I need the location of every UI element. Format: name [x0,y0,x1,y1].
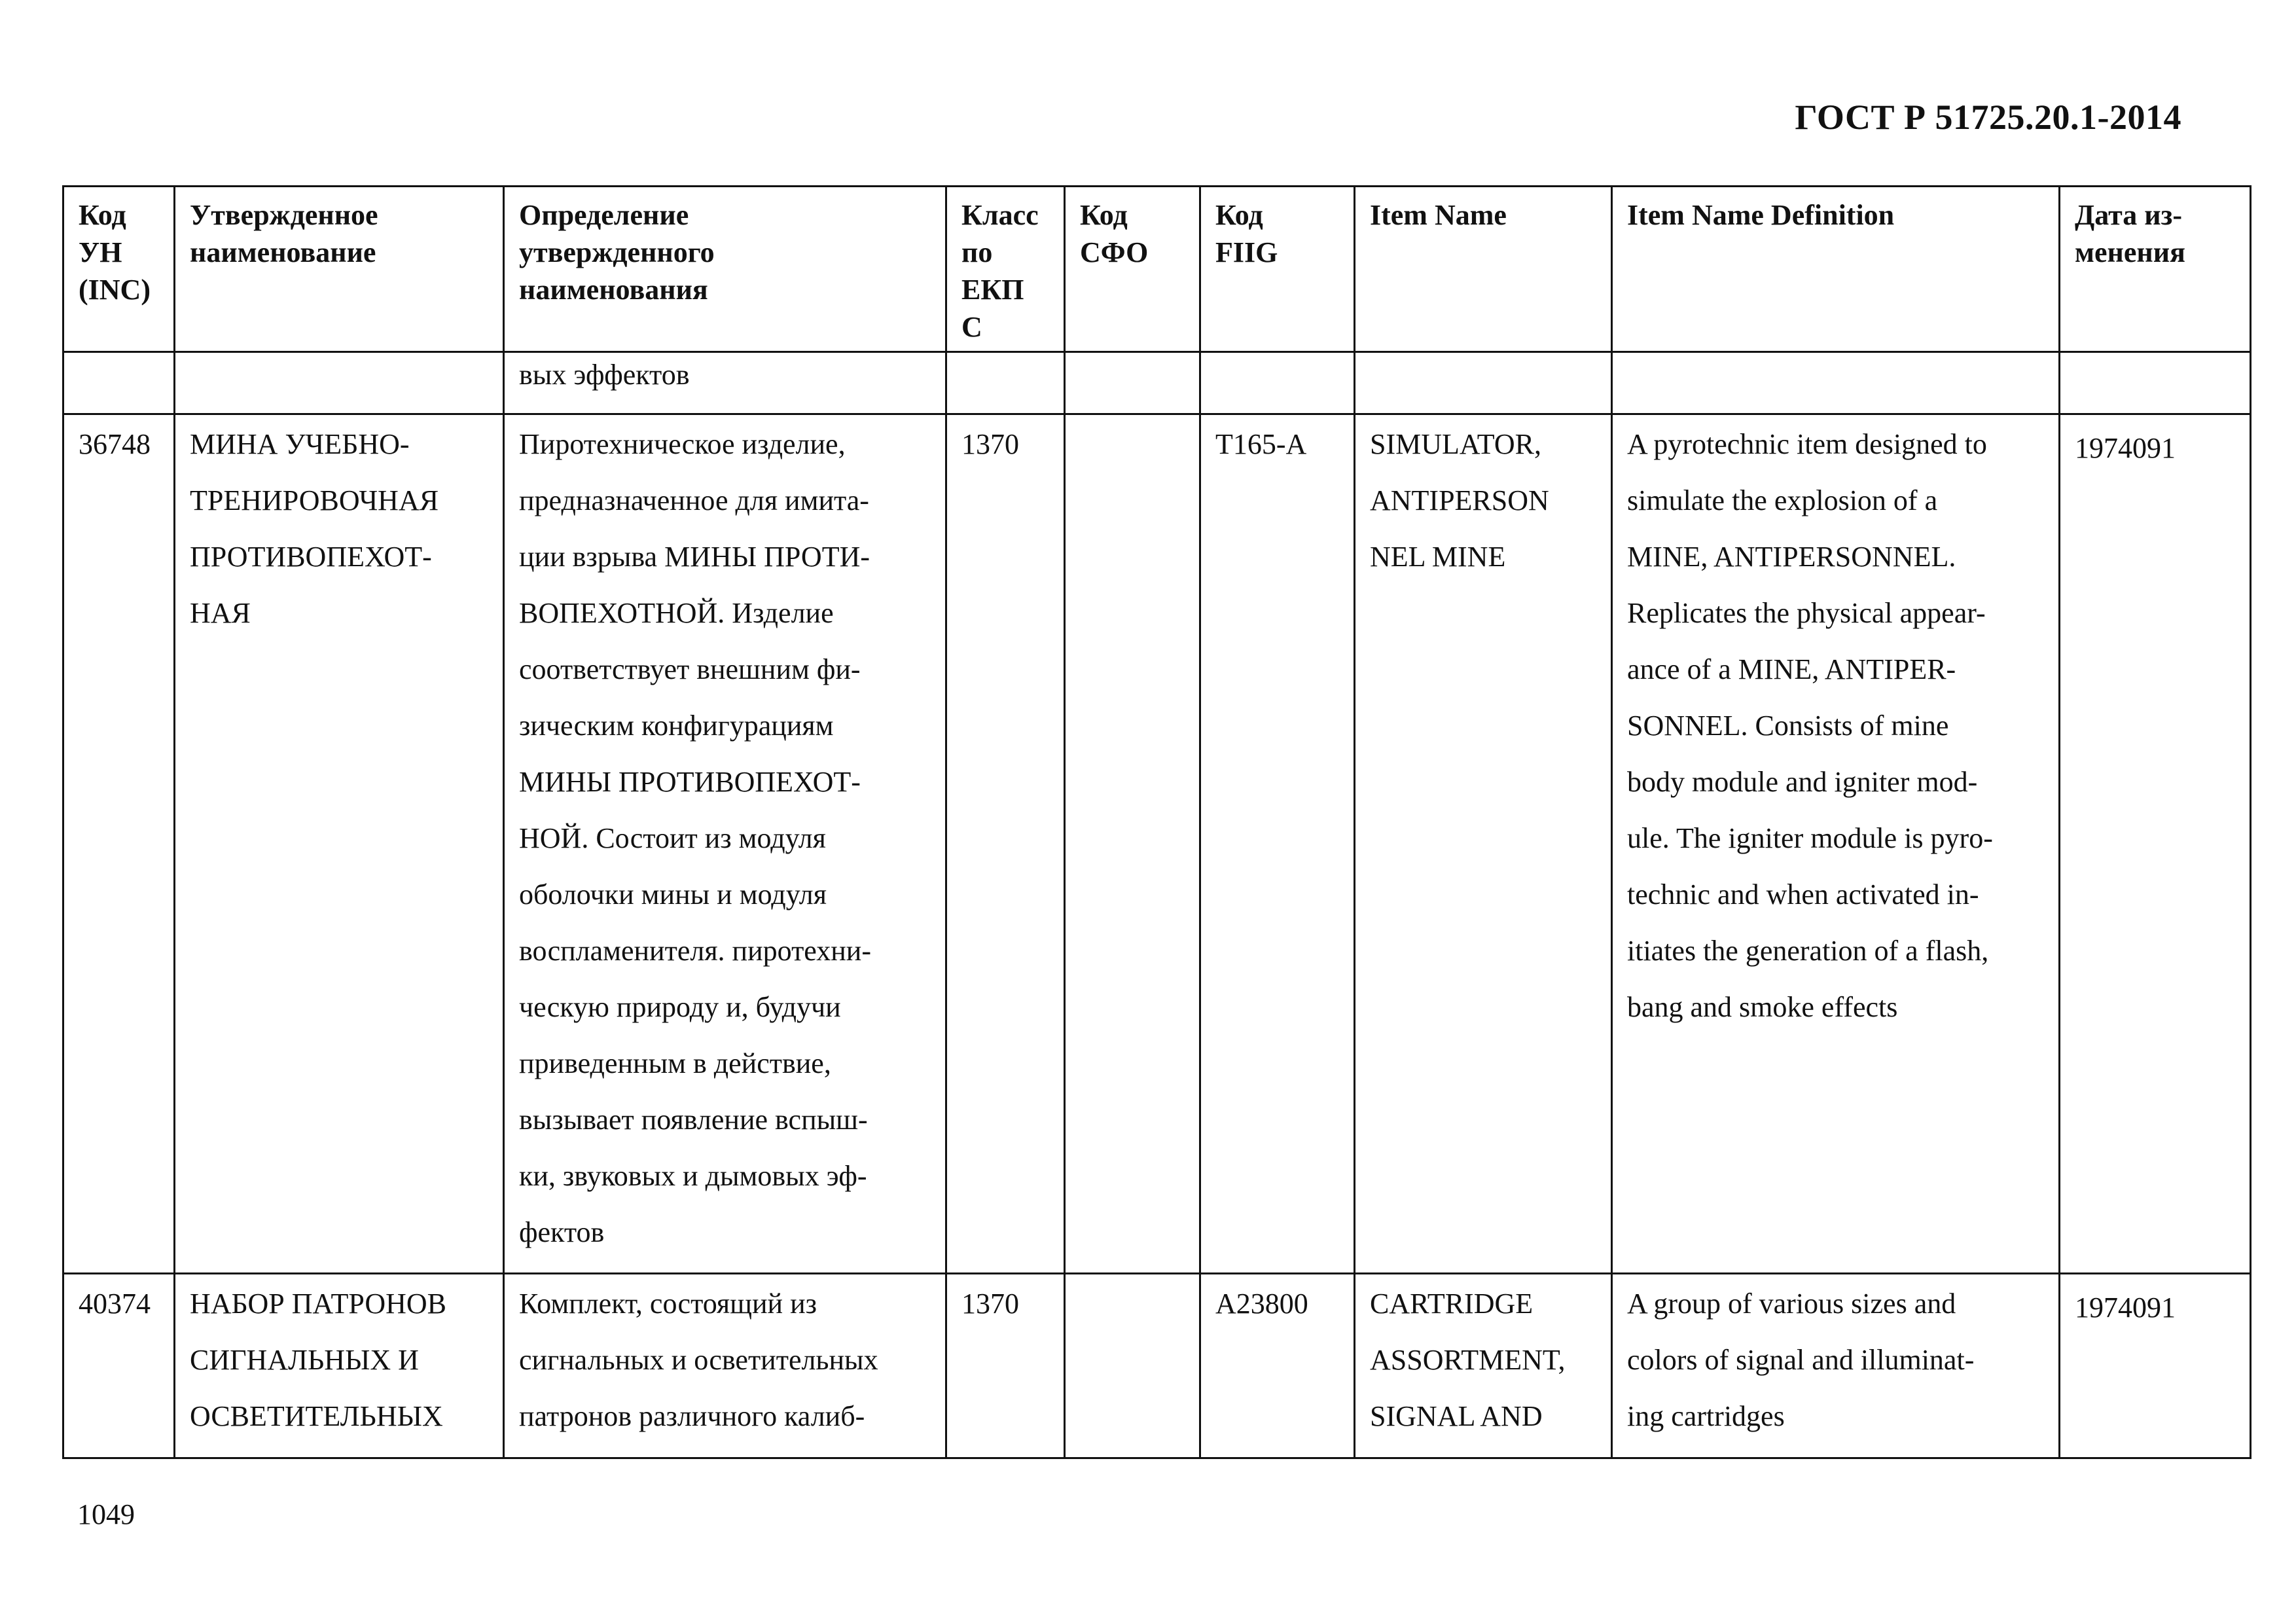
header-change-date: Дата из- менения [2060,187,2251,352]
cell-item-name [1355,352,1612,414]
table-row [63,352,2251,414]
cell-date [2060,352,2251,414]
header-class: Класс по ЕКП С [946,187,1065,352]
header-sfo-code: Код СФО [1065,187,1200,352]
cell-class [946,352,1065,414]
table-row [63,414,2251,1274]
cell-name [175,352,504,414]
cell-fiig: A23800 [1200,1274,1355,1458]
cell-date: 1974091 [2060,1274,2251,1458]
cell-item-name: SIMULATOR, ANTIPERSON NEL MINE [1355,414,1612,1274]
cell-sfo [1065,414,1200,1274]
cell-name: МИНА УЧЕБНО- ТРЕНИРОВОЧНАЯ ПРОТИВОПЕХОТ- НАЯ [175,414,504,1274]
cell-definition: Пиротехническое изделие, предназначенное для имита- ции взрыва МИНЫ ПРОТИ- ВОПЕХОТНОЙ. Изделие соответствует внешним фи- зическим конфигурациям МИНЫ ПРОТИВОПЕХОТ- НОЙ. Состоит из модуля оболочки мины и модуля воспламенителя. пиротехни- ческую природу и, будучи приведенным в действие, вызывает появление вспыш- ки, звуковых и дымовых эф- фектов [504,414,946,1274]
header-definition: Определение утвержденного наименования [504,187,946,352]
cell-code: 36748 [63,414,175,1274]
header-code: Код УН (INC) [63,187,175,352]
cell-name: НАБОР ПАТРОНОВ СИГНАЛЬНЫХ И ОСВЕТИТЕЛЬНЫХ [175,1274,504,1458]
cell-item-definition: A group of various sizes and colors of signal and illuminat- ing cartridges [1612,1274,2060,1458]
cell-item-definition [1612,352,2060,414]
cell-definition: Комплект, состоящий из сигнальных и осветительных патронов различного калиб- [504,1274,946,1458]
header-item-name: Item Name [1355,187,1612,352]
cell-code [63,352,175,414]
page-number: 1049 [77,1498,135,1530]
cell-fiig: T165-A [1200,414,1355,1274]
cell-sfo [1065,352,1200,414]
cell-date: 1974091 [2060,414,2251,1274]
cell-item-name: CARTRIDGE ASSORTMENT, SIGNAL AND [1355,1274,1612,1458]
document-standard-header: ГОСТ Р 51725.20.1-2014 [1795,98,2181,137]
header-item-name-definition: Item Name Definition [1612,187,2060,352]
header-approved-name: Утвержденное наименование [175,187,504,352]
table-row [63,1274,2251,1458]
cell-sfo [1065,1274,1200,1458]
cell-code: 40374 [63,1274,175,1458]
classification-table [62,185,2251,1459]
table-header-row [63,187,2251,352]
cell-class: 1370 [946,1274,1065,1458]
header-fiig-code: Код FIIG [1200,187,1355,352]
cell-class: 1370 [946,414,1065,1274]
cell-item-definition: A pyrotechnic item designed to simulate the explosion of a MINE, ANTIPERSONNEL. Replicates the physical appear- ance of a MINE, ANTIPER- SONNEL. Consists of mine body module and igniter mod- ule. The igniter module is pyro- technic and when activated in- itiates the generation of a flash, bang and smoke effects [1612,414,2060,1274]
cell-fiig [1200,352,1355,414]
cell-definition: вых эффектов [504,352,946,414]
